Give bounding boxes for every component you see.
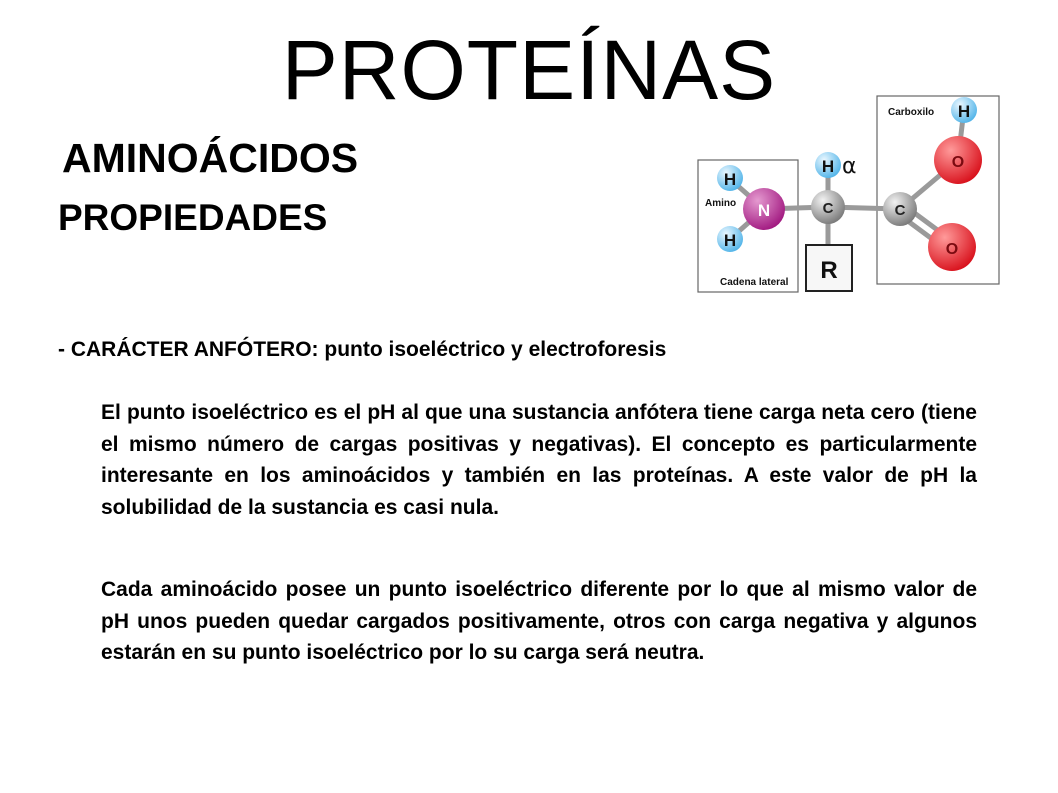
svg-text:O: O: [945, 241, 959, 258]
alpha-label: α: [842, 154, 857, 179]
paragraph-isoelectric-variation: Cada aminoácido posee un punto isoeléctrico diferente por lo que al mismo valor de pH unos pueden quedar cargados positivamente, otros con carga negativa y algunos estarán en su punto isoeléctrico por lo su carga será neutra.: [101, 578, 977, 664]
svg-text:O: O: [951, 154, 965, 171]
hydrogen-atom: [717, 226, 743, 252]
svg-text:H: H: [723, 231, 737, 250]
svg-text:N: N: [757, 201, 771, 220]
paragraph-isoelectric-definition: El punto isoeléctrico es el pH al que una sustancia anfótera tiene carga neta cero (tiene el mismo número de cargas positivas y negativas). El concepto es particularmente interesante en los aminoácidos y también en las proteínas. A este valor de pH la solubilidad de la sustancia es casi nula.: [101, 401, 977, 519]
hydrogen-atom: [815, 152, 841, 178]
side-chain-r-label: R: [820, 257, 838, 284]
amino-acid-structure-diagram: [690, 90, 1035, 300]
page-title: PROTEÍNAS: [281, 23, 777, 117]
svg-text:H: H: [723, 170, 737, 189]
oxygen-atom: [928, 223, 976, 271]
oxygen-atom: [934, 136, 982, 184]
hydrogen-atom: [951, 97, 977, 123]
amino-label: Amino: [705, 198, 737, 209]
carboxyl-carbon-atom: [883, 192, 917, 226]
subtitle: AMINOÁCIDOS: [62, 135, 359, 181]
side-chain-label: Cadena lateral: [720, 277, 789, 288]
svg-text:H: H: [957, 102, 971, 121]
svg-text:C: C: [894, 202, 906, 219]
hydrogen-atom: [717, 165, 743, 191]
svg-text:H: H: [821, 157, 835, 176]
svg-text:C: C: [822, 200, 834, 217]
alpha-carbon-atom: [811, 190, 845, 224]
property-heading: - CARÁCTER ANFÓTERO: punto isoeléctrico y electroforesis: [58, 338, 667, 361]
nitrogen-atom: [743, 188, 785, 230]
carboxyl-label: Carboxilo: [888, 107, 935, 118]
section-heading: PROPIEDADES: [58, 197, 328, 238]
